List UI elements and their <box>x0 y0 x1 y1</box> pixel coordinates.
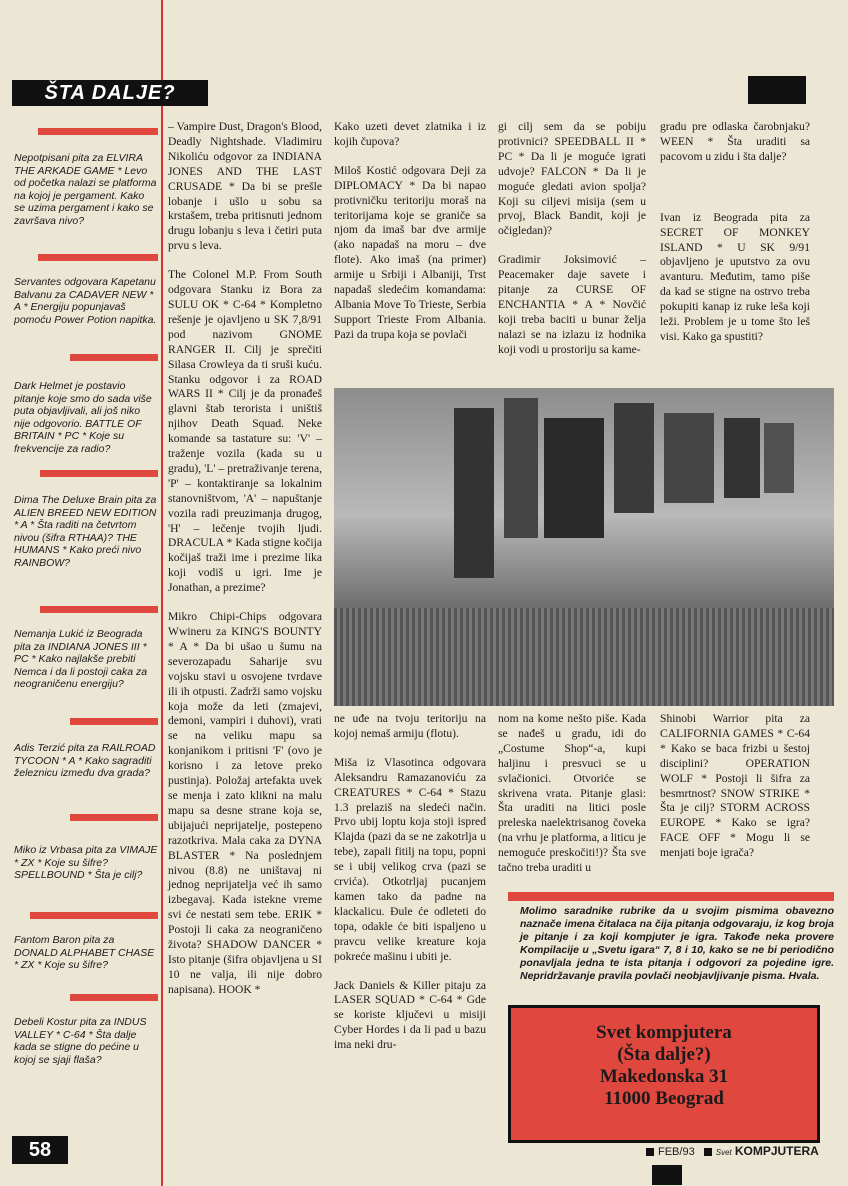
red-divider <box>70 814 158 821</box>
building-shape <box>614 403 654 513</box>
paragraph: Miloš Kostić odgovara Deji za DIPLOMACY * Da bi napao protivničku teritoriju moraš na teritorijama koje se graniče sa njom da imaš bar dve armije (ako napadaš na moru – dve flote). Ako imaš (na primer) armije u Srbiji i Albaniji, Trst napadaš sledećim komandama: Albania Move To Trieste, Serbia Support Trieste From Albania. Pazi da trupa koja se povlači <box>334 163 486 341</box>
text-column-2 <box>168 120 322 998</box>
paragraph: nom na kome nešto piše. Kada se nađeš u gradu, idi do „Costume Shop“-a, kupi haljinu i presvuci se u svlačionici. Otvoriće se skrivena vrata. Pitanje glasi: Šta uraditi na litici posle preleska naelektrisanog čoveka (na vrhu je platforma, a liticu je nemoguće preskočiti!)? Šta sve tačno treba uraditi u <box>498 712 646 875</box>
red-divider <box>38 128 158 135</box>
red-divider <box>508 892 834 901</box>
red-divider <box>70 354 158 361</box>
text-column-5 <box>660 120 810 345</box>
paragraph: Shinobi Warrior pita za CALIFORNIA GAMES * C-64 * Kako se baca frizbi u šestoj disciplini? OPERATION WOLF * Postoji li šifra za besmrtnost? SNOW STRIKE * Šta je cilj? STORM ACROSS EUROPE * Kako se igra? FACE OFF * Mogu li se menjati boje igrača? <box>660 712 810 860</box>
question-item: Debeli Kostur pita za INDUS VALLEY * C-64 * Šta dalje kada se stigne do pećine u kojoj se sjaji flaša? <box>14 1016 147 1066</box>
red-divider <box>30 912 158 919</box>
building-shape <box>764 423 794 493</box>
question-item: Dark Helmet je postavio pitanje koje smo do sada više puta objavljivali, ali još niko nije odgovorio. BATTLE OF BRITAIN * PC * Koje su frekvencije za radio? <box>14 380 152 455</box>
question-item: Miko iz Vrbasa pita za VIMAJE * ZX * Koje su šifre? SPELLBOUND * Šta je cilj? <box>14 844 158 882</box>
question-item: Servantes odgovara Kapetanu Balvanu za CADAVER NEW * A * Energiju popunjavaš pomoću Power Potion napitka. <box>14 276 157 326</box>
cityscape-ground <box>334 608 834 706</box>
paragraph: Miša iz Vlasotinca odgovara Aleksandru Ramazanoviću za CREATURES * C-64 * Stazu 1.3 prelaziš na sledeći način. Prvo ubij loptu koja stoji ispred Klajda (pazi da se ne zakotrlja u tebe), zapali fitilj na topu, popni se i ubij velikog crva (pazi se crvića). Otkotrljaj pucanjem kamen tako da padne na klackalicu. Đule će odleteti do topa, odakle će biti ispaljeno u pravcu velike kreature koja pokreće mašinu i ubiti je. <box>334 755 486 963</box>
magazine-prefix: Svet <box>715 1148 732 1157</box>
paragraph: – Vampire Dust, Dragon's Blood, Deadly Nightshade. Vladimiru Nikoliću odgovor za INDIANA JONES AND THE LAST CRUSADE * Da bi se prešle lobanje i ušlo u sobu sa krstašem, treba pritisnuti jednom drugu lobanju s leva i četiri puta prvu s leva. <box>168 120 322 253</box>
address-line: (Šta dalje?) <box>617 1044 711 1065</box>
address-line: 11000 Beograd <box>604 1088 724 1109</box>
building-shape <box>724 418 760 498</box>
building-shape <box>664 413 714 503</box>
address-box <box>508 1005 820 1143</box>
illustration-floating-city <box>334 388 834 706</box>
paragraph: ne uđe na tvoju teritoriju na kojoj nemaš armiju (flotu). <box>334 712 486 740</box>
paragraph: Gradimir Joksimović – Peacemaker daje savete i pitanje za CURSE OF ENCHANTIA * A * Novčić koji treba baciti u bunar želja nalazi se na izlazu iz hodnika koji vodi u prostoriju sa kame- <box>498 253 646 356</box>
column-divider <box>161 0 163 1186</box>
paragraph: gradu pre odlaska čarobnjaku? WEEN * Šta uraditi sa pacovom u zidu i šta dalje? <box>660 120 810 163</box>
paragraph: Ivan iz Beograda pita za SECRET OF MONKEY ISLAND * U SK 9/91 objavljeno je uputstvo za ovu avanturu. Međutim, tamo piše da kad se stigne na ostrvo treba pokupiti kanap iz ruke leša koji leži. Problem je u tome što leš visi. Kako ga spustiti? <box>660 210 810 343</box>
address-line: Makedonska 31 <box>599 1066 729 1087</box>
text-column-3-lower <box>334 712 486 1053</box>
issue-date: FEB/93 <box>658 1146 695 1158</box>
text-column-4-lower <box>498 712 646 876</box>
square-icon <box>646 1148 654 1156</box>
red-divider <box>40 470 158 477</box>
paragraph: The Colonel M.P. From South odgovara Stanku iz Bora za SULU OK * C-64 * Kompletno rešenje je ojavljeno u SK 7,8/91 pod nazivom GNOME RANGER II. Cilj je sprečiti Silasa Crowleya da ti sruši kuću. Stanku odgovor i za ROAD WARS II * Cilj je da pronađeš glavni štab terorista i uništiš njihov Death Squad. Neke komande sa tastature su: 'V' – traženje vozila (kada su u gradu), 'L' – pretraživanje terena, 'P' – kontaktiranje sa lokalnim stanovništvom, 'A' – napuštanje vozila radi preuzimanja drugog, 'H' – lečenje tvojih ljudi. DRACULA * Kada stigne kočija kočijaš traži ime i prezime lika koji vodiš u igri. Ime je Jonathan, a prezime? <box>168 268 322 595</box>
question-item: Fantom Baron pita za DONALD ALPHABET CHASE * ZX * Koje su šifre? <box>14 934 155 972</box>
question-item: Nemanja Lukić iz Beograda pita za INDIANA JONES III * PC * Kako najlakše prebiti Nemca i da li postoji caka za neograničenu energiju? <box>14 628 148 691</box>
text-column-5-lower <box>660 712 810 861</box>
red-divider <box>70 718 158 725</box>
square-icon <box>704 1148 712 1156</box>
text-column-4 <box>498 120 646 358</box>
footer-info <box>646 1140 836 1162</box>
question-item: Nepotpisani pita za ELVIRA THE ARKADE GAME * Levo od početka nalazi se platforma na kojoj je pergament. Kako se uzima pergament i kako se završava nivo? <box>14 152 157 227</box>
building-shape <box>504 398 538 538</box>
address-line: Svet kompjutera <box>596 1022 732 1043</box>
building-shape <box>544 418 604 538</box>
decorative-block <box>652 1165 682 1185</box>
decorative-block <box>748 76 806 104</box>
paragraph: Mikro Chipi-Chips odgovara Wwineru za KING'S BOUNTY * A * Da bi ušao u šumu na severozapadu Saharije svu vojsku stavi u osvojene tvrdave ili ih otpusti. Zadrži samo vojsku koja može da leti (zmajevi, demoni, vampiri i duhovi), vrati se na veliku mapu sa konjanikom i pritisni 'F' (ovo je korisno i za letove preko pustinja). Položaj artefakta uvek se menja i zato klikni na malu mapu sa desne strane koja se, ubijajući neprijatelje, postepeno razotkriva. Mala caka za DYNA BLASTER * Na poslednjem nivou (8.8) ne uništavaj ni jednog neprijatelja već ih samo izbegavaj. Kada istekne vreme svi će nestati sem tebe. ERIK * Postoji li caka za neograničeno života? SHADOW DANCER * Isto pitanje (šifra objavljena u SI 10 ne valja, ili nije dobro napisana). HOOK * <box>168 610 322 996</box>
text-column-3 <box>334 120 486 343</box>
red-divider <box>38 254 158 261</box>
question-item: Dima The Deluxe Brain pita za ALIEN BREED NEW EDITION * A * Šta raditi na četvrtom nivou (šifra RTHAA)? THE HUMANS * Kako preći nivo RAINBOW? <box>14 494 157 569</box>
question-item: Adis Terzić pita za RAILROAD TYCOON * A * Kako sagraditi železnicu između dva grada? <box>14 742 156 780</box>
section-title: ŠTA DALJE? <box>12 80 208 106</box>
red-divider <box>70 994 158 1001</box>
editorial-notice: Molimo saradnike rubrike da u svojim pismima obavezno naznače imena čitalaca na čija pitanja odgovaraju, iz kog broja je pitanje i za koji kompjuter je igra. Takođe neka provere Kompilacije u „Svetu igara“ 7, 8 i 10, kako se ne bi periodično ponavljala jedna te ista pitanja i odgovori za pojedine igre. Nepridržavanje pravila povlači neobjavljivanje pisma. Hvala. <box>520 905 834 982</box>
paragraph: Jack Daniels & Killer pitaju za LASER SQUAD * C-64 * Gde se koriste ključevi u misiji Cyber Hordes i da li pad u bazu ima neki dru- <box>334 978 486 1052</box>
magazine-name: KOMPJUTERA <box>734 1144 819 1158</box>
building-shape <box>454 408 494 578</box>
paragraph: gi cilj sem da se pobiju protivnici? SPEEDBALL II * PC * Da li je moguće igrati udvoje? FALCON * Da li je moguće gledati avion spolja? Koji su ciljevi misija (sem u prvoj, Black Bandit, koji je očigledan)? <box>498 120 646 238</box>
page-number: 58 <box>12 1136 68 1164</box>
red-divider <box>40 606 158 613</box>
paragraph: Kako uzeti devet zlatnika i iz kojih čupova? <box>334 120 486 148</box>
